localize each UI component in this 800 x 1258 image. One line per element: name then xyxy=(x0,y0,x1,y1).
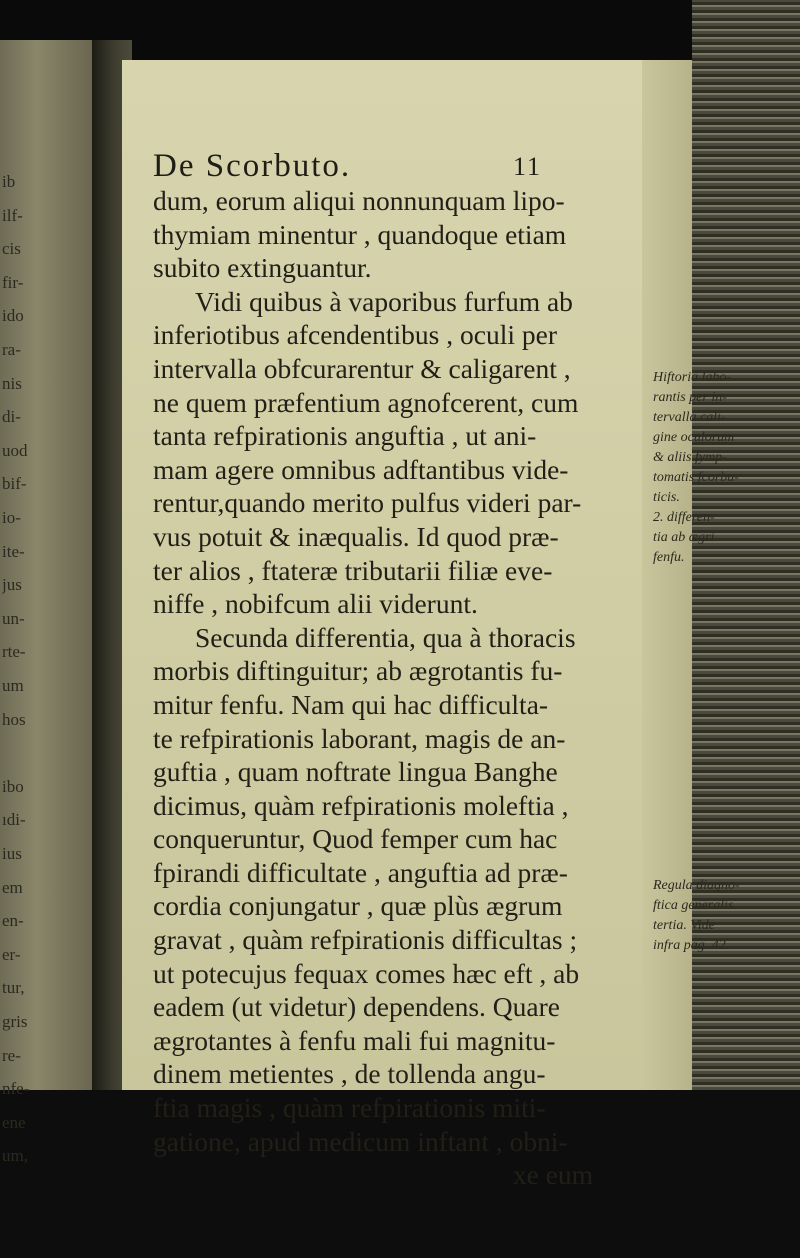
text-line: ægrotantes à fenfu mali fui magnitu- xyxy=(153,1024,556,1056)
text-line: intervalla obfcurarentur & caligarent , xyxy=(153,352,571,384)
margin-note-line: tervalla cali- xyxy=(653,410,726,425)
facing-page-fragment: ius xyxy=(2,844,22,863)
margin-note-line: tertia. Vide xyxy=(653,918,715,933)
facing-page-fragment: cis xyxy=(2,239,21,259)
text-line: niffe , nobifcum alii viderunt. xyxy=(153,588,478,620)
facing-page-fragment: nfe- xyxy=(2,1079,30,1099)
facing-page-fragment: ıdi- xyxy=(2,810,26,830)
text-line: dum, eorum aliqui nonnunquam lipo- xyxy=(153,185,565,216)
text-line: subito extinguantur. xyxy=(153,252,372,284)
facing-page-fragment: ib xyxy=(2,172,16,191)
text-line: eadem (ut videtur) dependens. Quare xyxy=(153,991,560,1023)
margin-note-line: rantis per in- xyxy=(653,390,727,405)
text-line: ftia magis , quàm refpirationis miti- xyxy=(153,1092,546,1124)
text-line: morbis diftinguitur; ab ægrotantis fu- xyxy=(153,655,563,687)
facing-page-fragment: uod xyxy=(2,440,28,460)
margin-note-line: ticis. xyxy=(653,490,680,505)
page-stack-edge xyxy=(692,0,800,1258)
text-line: thymiam minentur , quandoque etiam xyxy=(153,218,567,250)
text-line: te refpirationis laborant, magis de an- xyxy=(153,722,566,754)
facing-page-fragment: di- xyxy=(2,407,21,427)
facing-page-fragment: nis xyxy=(2,373,22,393)
facing-page-fragment: ibo xyxy=(2,776,24,796)
margin-note-line: tia ab ægri xyxy=(653,530,715,545)
text-line: gatione, apud medicum inftant , obni- xyxy=(153,1125,568,1157)
facing-page-fragment: ite- xyxy=(2,541,25,561)
facing-page-fragment: fir- xyxy=(2,272,24,292)
facing-page-fragment: io- xyxy=(2,508,21,527)
facing-page-fragment: hos xyxy=(2,709,26,729)
text-line: tanta refpirationis anguftia , ut ani- xyxy=(153,420,537,452)
margin-note-history xyxy=(653,368,793,568)
text-line: mitur fenfu. Nam qui hac difficulta- xyxy=(153,688,549,720)
text-line: ut potecujus fequax comes hæc eft , ab xyxy=(153,957,580,989)
running-title: De Scorbuto. xyxy=(153,148,352,184)
facing-page-fragment: un- xyxy=(2,608,25,628)
facing-page-fragment: um xyxy=(2,676,24,695)
text-line: fpirandi difficultate , anguftia ad præ- xyxy=(153,856,568,888)
text-line: vus potuit & inæqualis. Id quod præ- xyxy=(153,520,559,552)
text-line: inferiotibus afcendentibus , oculi per xyxy=(153,319,557,351)
facing-page-fragment: em xyxy=(2,877,23,897)
text-line: cordia conjungatur , quæ plùs ægrum xyxy=(153,890,563,922)
margin-note-rule xyxy=(653,876,793,956)
margin-note-line: Hiftoria labo- xyxy=(653,370,732,385)
facing-page-fragment: ilf- xyxy=(2,205,23,225)
text-line: conqueruntur, Quod femper cum hac xyxy=(153,823,558,855)
page-number: 11 xyxy=(513,152,543,181)
facing-page-fragment: ra- xyxy=(2,340,21,359)
text-line: ter alios , ftateræ tributarii filiæ eve- xyxy=(153,554,553,586)
facing-page-edge xyxy=(0,40,92,1100)
facing-page-fragment: en- xyxy=(2,911,24,931)
text-line: Secunda differentia, qua à thoracis xyxy=(195,621,576,653)
margin-note-line: Regula diagno- xyxy=(653,878,740,893)
facing-page-fragment: ene xyxy=(2,1112,26,1132)
text-line: gravat , quàm refpirationis difficultas ; xyxy=(153,924,578,956)
text-line: dinem metientes , de tollenda angu- xyxy=(153,1058,546,1090)
margin-note-line: infra pag. 42. xyxy=(653,938,730,953)
facing-page-fragment: um, xyxy=(2,1146,28,1166)
facing-page-fragment: tur, xyxy=(2,978,25,998)
margin-note-line: fenfu. xyxy=(653,550,685,565)
text-line: mam agere omnibus adftantibus vide- xyxy=(153,453,569,485)
margin-note-line: tomatis fcorbu- xyxy=(653,470,739,485)
text-line: xe eum xyxy=(512,1159,593,1191)
facing-page-fragment: jus xyxy=(2,575,22,595)
facing-page-fragment: re- xyxy=(2,1045,21,1065)
margin-note-line: gine oculorum xyxy=(653,430,735,445)
text-line: rentur,quando merito pulfus videri par- xyxy=(153,487,582,519)
main-text-block xyxy=(153,184,653,1192)
facing-page-fragment: er- xyxy=(2,944,21,964)
facing-page-fragment: gris xyxy=(2,1012,28,1031)
text-line: Vidi quibus à vaporibus furfum ab xyxy=(195,285,573,317)
text-line: guftia , quam noftrate lingua Banghe xyxy=(153,756,558,788)
facing-page-fragment: ido xyxy=(2,306,24,326)
text-line: dicimus, quàm refpirationis moleftia , xyxy=(153,789,569,821)
margin-note-line: 2. differen- xyxy=(653,510,715,525)
text-line: ne quem præfentium agnofcerent, cum xyxy=(153,386,579,418)
margin-note-line: ftica generalis xyxy=(653,898,734,913)
facing-page-fragment: bif- xyxy=(2,474,27,494)
facing-page-fragment: rte- xyxy=(2,642,26,662)
margin-note-line: & aliis fymp- xyxy=(653,450,727,465)
